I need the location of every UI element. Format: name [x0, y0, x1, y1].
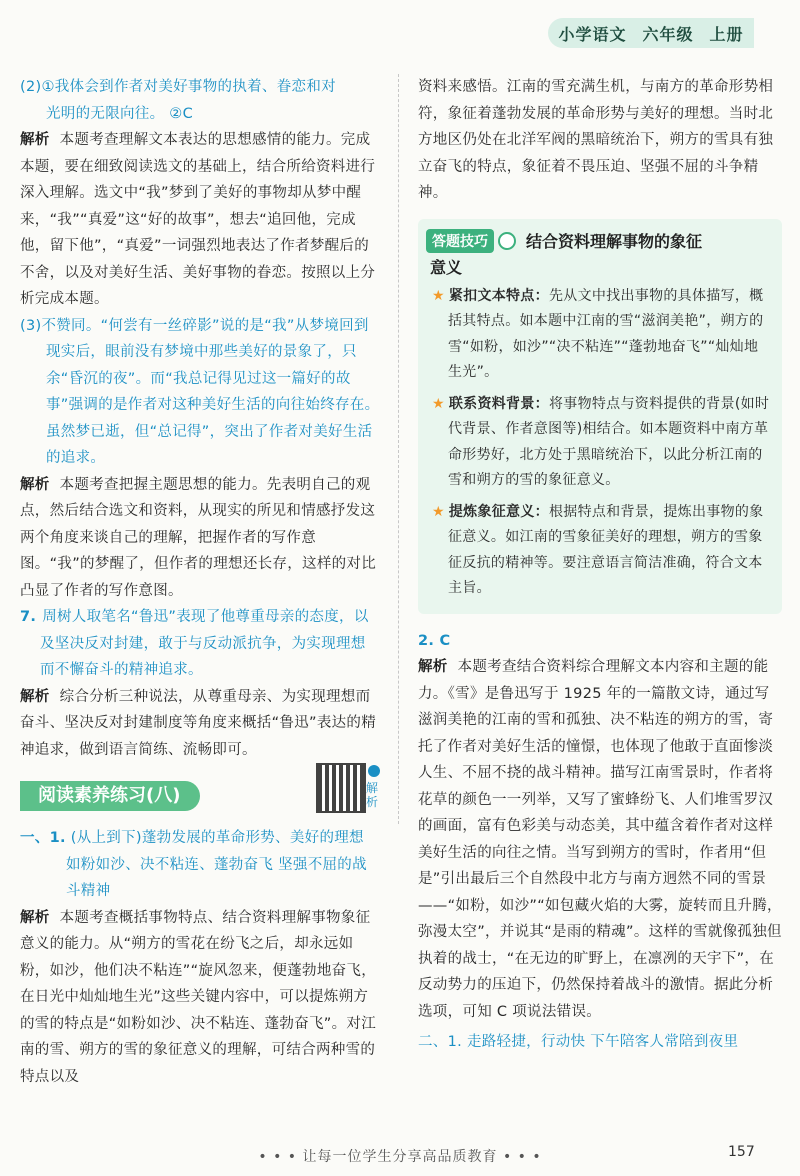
tip-item [426, 284, 770, 386]
answer-7-text: 周树人取笔名“鲁迅”表现了他尊重母亲的态度，以及坚决反对封建，敢于与反动派抗争，为实现理想而不懈奋斗的精神追求。 [40, 609, 369, 678]
tip-text: 先从文中找出事物的具体描写，概括其特点。如本题中江南的雪“滋润美艳”，朔方的雪“如粉，如沙”“决不粘连”“蓬勃地奋飞”“灿灿地生光”。 [448, 287, 764, 380]
tip-lead: 联系资料背景： [448, 395, 549, 412]
analysis-label: 解析 [20, 476, 50, 493]
tip-text: 根据特点和背景，提炼出事物的象征意义。如江南的雪象征美好的理想，朔方的雪象征反抗的精神等。要注意语言简洁准确，符合文本主旨。 [448, 503, 764, 596]
analysis-label: 解析 [20, 132, 50, 148]
book-header [548, 18, 754, 48]
tips-box [418, 219, 782, 614]
section-title: 阅读素养练习(八) [20, 781, 200, 811]
answer-1-1 [20, 825, 380, 905]
lightbulb-icon [498, 232, 516, 250]
qr-label: 解析 [366, 781, 379, 809]
analysis-text: 综合分析三种说法，从尊重母亲、为实现理想而奋斗、坚决反对封建制度等角度来概括“鲁迅”表达的精神追求，做到语言简练、流畅即可。 [20, 688, 377, 758]
tip-text: 将事物特点与资料提供的背景(如时代背景、作者意图等)相结合。如本题资料中南方革命形势好，北方处于黑暗统治下，以此分析江南的雪和朔方的雪的象征意义。 [448, 395, 770, 488]
analysis-text: 本题考查概括事物特点、结合资料理解事物象征意义的能力。从“朔方的雪花在纷飞之后，却永远如粉，如沙，他们决不粘连”“旋风忽来，便蓬勃地奋飞，在日光中灿灿地生光”这些关键内容中，可以提炼朔方的雪的特点是“如粉如沙、决不粘连、蓬勃奋飞”。对江南的雪、朔方的雪的象征意义的理解，可结合两种雪的特点以及 [20, 909, 377, 1085]
answer-2: 2. C [418, 632, 451, 649]
tips-title-cont: 意义 [430, 257, 463, 277]
star-icon: ★ [432, 287, 445, 304]
section-header [20, 781, 380, 813]
tip-item [426, 392, 770, 494]
analysis-paragraph [418, 654, 782, 1025]
analysis-paragraph [20, 905, 380, 1091]
answer-7 [20, 604, 380, 684]
tip-item [426, 500, 770, 602]
analysis-label: 解析 [418, 659, 448, 675]
star-icon: ★ [432, 395, 445, 412]
answer-2-line1: (2)①我体会到作者对美好事物的执着、眷恋和对 [20, 79, 336, 95]
footer-slogan: • • • 让每一位学生分享高品质教育 • • • [258, 1149, 542, 1165]
star-icon: ★ [432, 503, 445, 520]
right-column [418, 74, 782, 1056]
answer-3: (3)不赞同。“何尝有一丝碎影”说的是“我”从梦境回到现实后，眼前没有梦境中那些美好的景象了，只余“昏沉的夜”。而“我总记得见过这一篇好的故事”强调的是作者对这种美好生活的向往始终存在。虽然梦已逝，但“总记得”，突出了作者对美好生活的追求。 [20, 317, 380, 466]
analysis-paragraph [20, 472, 380, 605]
tip-lead: 提炼象征意义： [448, 503, 549, 520]
header-volume: 上册 [709, 24, 744, 44]
left-column [20, 74, 380, 1090]
play-icon [368, 765, 380, 777]
page-number: 157 [728, 1144, 755, 1160]
column-divider [398, 74, 399, 824]
analysis-text: 本题考查结合资料综合理解文本内容和主题的能力。《雪》是鲁迅写于 1925 年的一篇散文诗，通过写滋润美艳的江南的雪和孤独、决不粘连的朔方的雪，寄托了作者对美好生活的憧憬，也体现了他敢于直面惨淡人生、不屈不挠的战斗精神。描写江南雪景时，作者将花草的颜色一一列举，又写了蜜蜂纷飞、人们堆雪罗汉的画面，富有色彩美与动态美，其中蕴含着作者对这样美好生活的向往之情。当写到朔方的雪时，作者用“但是”引出最后三个自然段中北方与南方迥然不同的雪景——“如粉，如沙”“如包藏火焰的大雾，旋转而且升腾，弥漫太空”，并说其“是雨的精魂”。这样的雪就像孤独但执着的战士，“在无边的旷野上，在凛冽的天宇下”，在反动势力的压迫下，仍然保持着战斗的激情。据此分析选项，可知 C 项说法错误。 [418, 659, 782, 1020]
header-subject: 小学语文 [558, 24, 627, 44]
qr-code-icon[interactable] [316, 763, 366, 813]
tips-badge: 答题技巧 [426, 229, 494, 253]
continued-text: 资料来感悟。江南的雪充满生机，与南方的革命形势相符，象征着蓬勃发展的革命形势与美好的理想。当时北方地区仍处在北洋军阀的黑暗统治下，朔方的雪具有独立奋飞的特点，象征着不畏压迫、坚强不屈的斗争精神。 [418, 79, 774, 201]
answer-2-line2: 光明的无限向往。 ②C [46, 105, 194, 122]
tips-header [426, 229, 770, 253]
header-grade: 六年级 [642, 24, 694, 44]
analysis-paragraph [20, 127, 380, 313]
tips-title: 结合资料理解事物的象征 [526, 232, 703, 251]
question-number: 7. [20, 609, 37, 625]
question-number: 一、1. [20, 830, 66, 846]
tip-lead: 紧扣文本特点： [448, 287, 549, 304]
analysis-paragraph [20, 684, 380, 764]
analysis-text: 本题考查理解文本表达的思想感情的能力。完成本题，要在细致阅读选文的基础上，结合所给资料进行深入理解。选文中“我”梦到了美好的事物却从梦中醒来，“我”“真爱”这“好的故事”，想去“追回他，完成他，留下他”，“真爱”一词强烈地表达了作者梦醒后的不舍，以及对美好生活、美好事物的眷恋。按照以上分析完成本题。 [20, 132, 376, 307]
answer-2-1: 二、1. 走路轻捷，行动快 下午陪客人常陪到夜里 [418, 1034, 739, 1050]
analysis-label: 解析 [20, 688, 50, 705]
answer-1-1-text: (从上到下)蓬勃发展的革命形势、美好的理想 如粉如沙、决不粘连、蓬勃奋飞 坚强不屈的战斗精神 [66, 830, 367, 899]
analysis-text: 本题考查把握主题思想的能力。先表明自己的观点，然后结合选文和资料，从现实的所见和情感抒发这两个角度来谈自己的理解，把握作者的写作意图。“我”的梦醒了，但作者的理想还长存，这样的对比凸显了作者的写作意图。 [20, 476, 377, 599]
analysis-label: 解析 [20, 909, 50, 926]
